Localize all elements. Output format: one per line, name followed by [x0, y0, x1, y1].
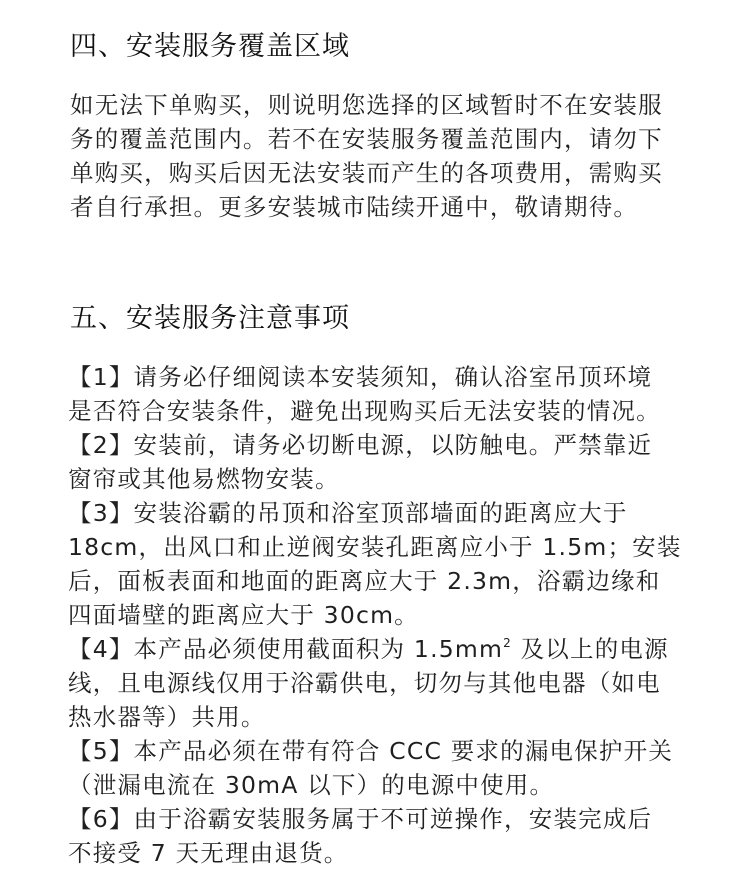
- notice-3-line-4: 四面墙壁的距离应大于 30cm。: [68, 601, 419, 629]
- section-4-line-4: 者自行承担。更多安装城市陆续开通中，敬请期待。: [70, 193, 639, 221]
- notice-3-line-1: 【3】安装浴霸的吊顶和浴室顶部墙面的距离应大于: [68, 499, 628, 527]
- notice-4-line-1: [68, 632, 669, 666]
- notice-4-line-1-tail: 及以上的电源: [511, 635, 669, 663]
- notice-2-line-1: 【2】安装前，请务必切断电源，以防触电。严禁靠近: [68, 431, 653, 459]
- notice-1-line-2: 是否符合安装条件，避免出现购买后无法安装的情况。: [68, 397, 661, 425]
- notice-5-line-2: （泄漏电流在 30mA 以下）的电源中使用。: [68, 771, 555, 799]
- notice-4-line-1-head: 【4】本产品必须使用截面积为 1.5mm: [68, 635, 504, 663]
- squared-superscript: 2: [503, 636, 512, 650]
- notice-3-line-3: 后，面板表面和地面的距离应大于 2.3m，浴霸边缘和: [68, 567, 661, 595]
- section-4-title: 四、安装服务覆盖区域: [70, 31, 350, 62]
- section-4-line-1: 如无法下单购买，则说明您选择的区域暂时不在安装服: [70, 91, 663, 119]
- notice-4-line-3: 热水器等）共用。: [68, 703, 266, 731]
- notice-1-line-1: 【1】请务必仔细阅读本安装须知，确认浴室吊顶环境: [68, 363, 653, 391]
- notice-4-line-2: 线，且电源线仅用于浴霸供电，切勿与其他电器（如电: [68, 669, 661, 697]
- notice-6-line-1: 【6】由于浴霸安装服务属于不可逆操作，安装完成后: [68, 805, 653, 833]
- section-4-line-2: 务的覆盖范围内。若不在安装服务覆盖范围内，请勿下: [70, 125, 663, 153]
- notice-2-line-2: 窗帘或其他易燃物安装。: [68, 465, 340, 493]
- section-5-title: 五、安装服务注意事项: [70, 303, 350, 334]
- notice-6-line-2: 不接受 7 天无理由退货。: [68, 839, 349, 867]
- notice-5-line-1: 【5】本产品必须在带有符合 CCC 要求的漏电保护开关: [68, 737, 674, 765]
- section-4-line-3: 单购买，购买后因无法安装而产生的各项费用，需购买: [70, 159, 663, 187]
- notice-3-line-2: 18cm，出风口和止逆阀安装孔距离应小于 1.5m；安装: [68, 533, 682, 561]
